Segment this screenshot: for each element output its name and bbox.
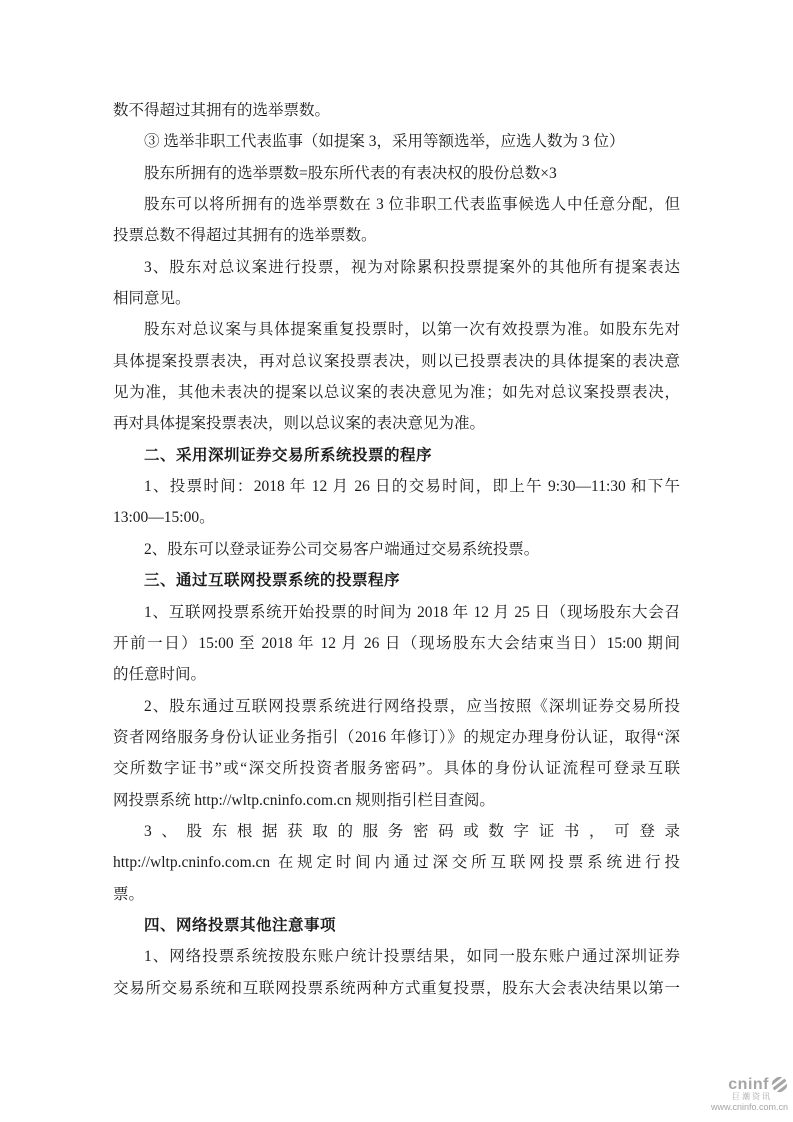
cninfo-logo-text: cninf (728, 1075, 769, 1093)
cninfo-swirl-globe-icon (771, 1076, 788, 1093)
cninfo-logo-subtitle: 巨潮资讯 (732, 1092, 772, 1102)
document-line: 2、股东通过互联网投票系统进行网络投票，应当按照《深圳证券交易所投 (144, 697, 680, 715)
document-line: 三、通过互联网投票系统的投票程序 (144, 572, 401, 590)
cninfo-logo-row (711, 1076, 788, 1094)
document-line: 股东可以将所拥有的选举票数在 3 位非职工代表监事候选人中任意分配，但 (144, 196, 680, 214)
document-line: 13:00—15:00。 (113, 509, 215, 527)
document-line: 交所数字证书”或“深交所投资者服务密码”。具体的身份认证流程可登录互联 (113, 760, 680, 778)
document-line: 3、股东对总议案进行投票，视为对除累积投票提案外的其他所有提案表达 (144, 258, 680, 276)
document-line: 票。 (113, 885, 145, 903)
document-line: 相同意见。 (113, 290, 191, 308)
document-line: 四、网络投票其他注意事项 (144, 916, 337, 934)
document-line: ③ 选举非职工代表监事（如提案 3，采用等额选举，应选人数为 3 位） (144, 133, 625, 151)
document-line: 3、股东根据获取的服务密码或数字证书，可登录 (144, 822, 680, 840)
document-line: 数不得超过其拥有的选举票数。 (113, 102, 331, 119)
document-line: 股东所拥有的选举票数=股东所代表的有表决权的股份总数×3 (144, 164, 557, 182)
document-line: 再对具体提案投票表决，则以总议案的表决意见为准。 (113, 415, 486, 433)
cninfo-logo-url: www.cninfo.com.cn (710, 1102, 788, 1113)
document-line: 具体提案投票表决，再对总议案投票表决，则以已投票表决的具体提案的表决意 (113, 352, 680, 370)
cninfo-watermark (711, 1076, 788, 1113)
document-body (113, 95, 680, 1004)
document-line: 交易所交易系统和互联网投票系统两种方式重复投票，股东大会表决结果以第一 (113, 979, 680, 997)
document-line: 1、网络投票系统按股东账户统计投票结果，如同一股东账户通过深圳证券 (144, 948, 680, 966)
document-line: 网投票系统 http://wltp.cninfo.com.cn 规则指引栏目查阅。 (113, 791, 495, 809)
document-line: 1、投票时间：2018 年 12 月 26 日的交易时间，即上午 9:30—11:30 和下午 (144, 478, 680, 496)
document-line: http://wltp.cninfo.com.cn 在规定时间内通过深交所互联网投票系统进行投 (113, 854, 680, 872)
document-line: 见为准，其他未表决的提案以总议案的表决意见为准；如先对总议案投票表决， (113, 384, 680, 402)
document-line: 二、采用深圳证券交易所系统投票的程序 (144, 446, 433, 464)
document-line: 开前一日）15:00 至 2018 年 12 月 26 日（现场股东大会结束当日）15:00 期间 (113, 634, 680, 652)
document-line: 投票总数不得超过其拥有的选举票数。 (113, 227, 377, 245)
document-line: 1、互联网投票系统开始投票的时间为 2018 年 12 月 25 日（现场股东大会召 (144, 603, 680, 621)
document-line: 2、股东可以登录证券公司交易客户端通过交易系统投票。 (144, 540, 540, 558)
document-line: 股东对总议案与具体提案重复投票时，以第一次有效投票为准。如股东先对 (144, 321, 680, 339)
document-line: 资者网络服务身份认证业务指引（2016 年修订）》的规定办理身份认证，取得“深 (113, 728, 680, 746)
document-line: 的任意时间。 (113, 666, 207, 684)
